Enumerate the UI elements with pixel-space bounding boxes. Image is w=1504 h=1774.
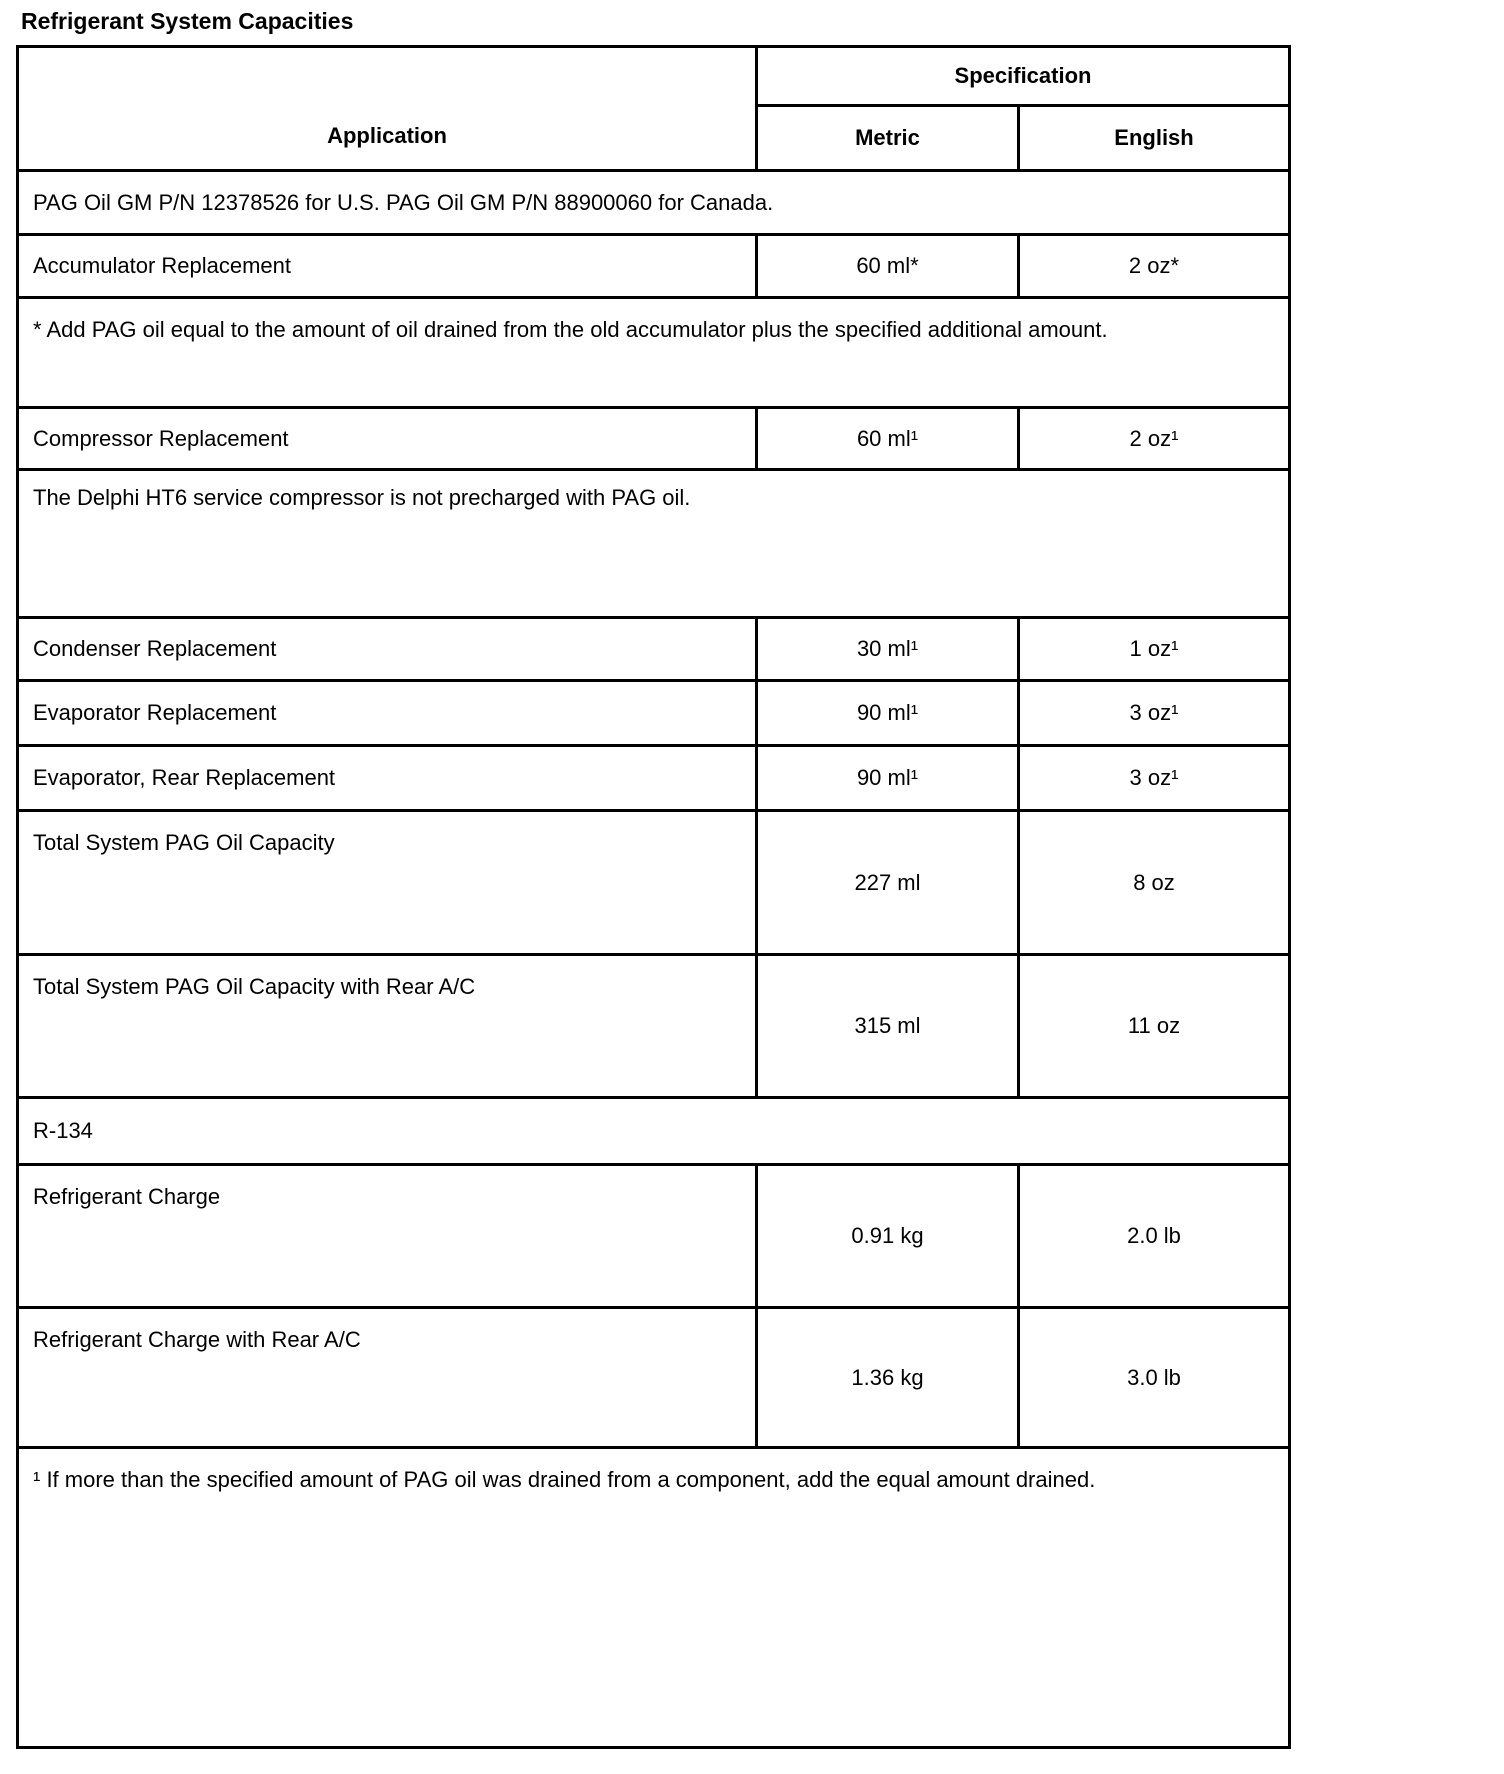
english-cell: 11 oz	[1019, 955, 1290, 1098]
english-cell: 8 oz	[1019, 811, 1290, 955]
metric-cell: 1.36 kg	[757, 1308, 1019, 1448]
metric-cell: 90 ml¹	[757, 681, 1019, 746]
table-row	[18, 955, 1290, 1098]
header-english: English	[1019, 106, 1290, 171]
application-cell: Accumulator Replacement	[18, 235, 757, 298]
application-cell: Total System PAG Oil Capacity	[18, 811, 757, 955]
english-cell: 3 oz¹	[1019, 681, 1290, 746]
table-row	[18, 235, 1290, 298]
metric-cell: 315 ml	[757, 955, 1019, 1098]
metric-cell: 90 ml¹	[757, 746, 1019, 811]
header-application: Application	[18, 47, 757, 171]
note-cell-delphi: The Delphi HT6 service compressor is not precharged with PAG oil.	[18, 470, 1290, 618]
note-cell-drained-footnote: ¹ If more than the specified amount of PAG oil was drained from a component, add the equal amount drained.	[18, 1448, 1290, 1748]
header-specification: Specification	[757, 47, 1290, 106]
metric-cell: 227 ml	[757, 811, 1019, 955]
refrigerant-capacities-table	[16, 45, 1291, 1749]
header-row-specification	[18, 47, 1290, 106]
english-cell: 2 oz*	[1019, 235, 1290, 298]
table-row	[18, 1165, 1290, 1308]
header-metric: Metric	[757, 106, 1019, 171]
table-row	[18, 171, 1290, 235]
table-row	[18, 1448, 1290, 1748]
application-cell: Evaporator Replacement	[18, 681, 757, 746]
table-row	[18, 811, 1290, 955]
application-cell: Refrigerant Charge	[18, 1165, 757, 1308]
metric-cell: 60 ml¹	[757, 408, 1019, 470]
application-cell: Compressor Replacement	[18, 408, 757, 470]
page-title: Refrigerant System Capacities	[21, 8, 354, 34]
english-cell: 2.0 lb	[1019, 1165, 1290, 1308]
table-row	[18, 681, 1290, 746]
table-row	[18, 1308, 1290, 1448]
application-cell: Evaporator, Rear Replacement	[18, 746, 757, 811]
table-row	[18, 408, 1290, 470]
table-row	[18, 470, 1290, 618]
note-cell-r134: R-134	[18, 1098, 1290, 1165]
english-cell: 2 oz¹	[1019, 408, 1290, 470]
english-cell: 1 oz¹	[1019, 618, 1290, 681]
application-cell: Total System PAG Oil Capacity with Rear A/C	[18, 955, 757, 1098]
english-cell: 3.0 lb	[1019, 1308, 1290, 1448]
table-row	[18, 618, 1290, 681]
application-cell: Refrigerant Charge with Rear A/C	[18, 1308, 757, 1448]
english-cell: 3 oz¹	[1019, 746, 1290, 811]
table-row	[18, 298, 1290, 408]
table-row	[18, 746, 1290, 811]
application-cell: Condenser Replacement	[18, 618, 757, 681]
metric-cell: 60 ml*	[757, 235, 1019, 298]
metric-cell: 30 ml¹	[757, 618, 1019, 681]
note-cell-pag-oil: PAG Oil GM P/N 12378526 for U.S. PAG Oil GM P/N 88900060 for Canada.	[18, 171, 1290, 235]
metric-cell: 0.91 kg	[757, 1165, 1019, 1308]
table-row	[18, 1098, 1290, 1165]
note-cell-accumulator-footnote: * Add PAG oil equal to the amount of oil drained from the old accumulator plus the specified additional amount.	[18, 298, 1290, 408]
